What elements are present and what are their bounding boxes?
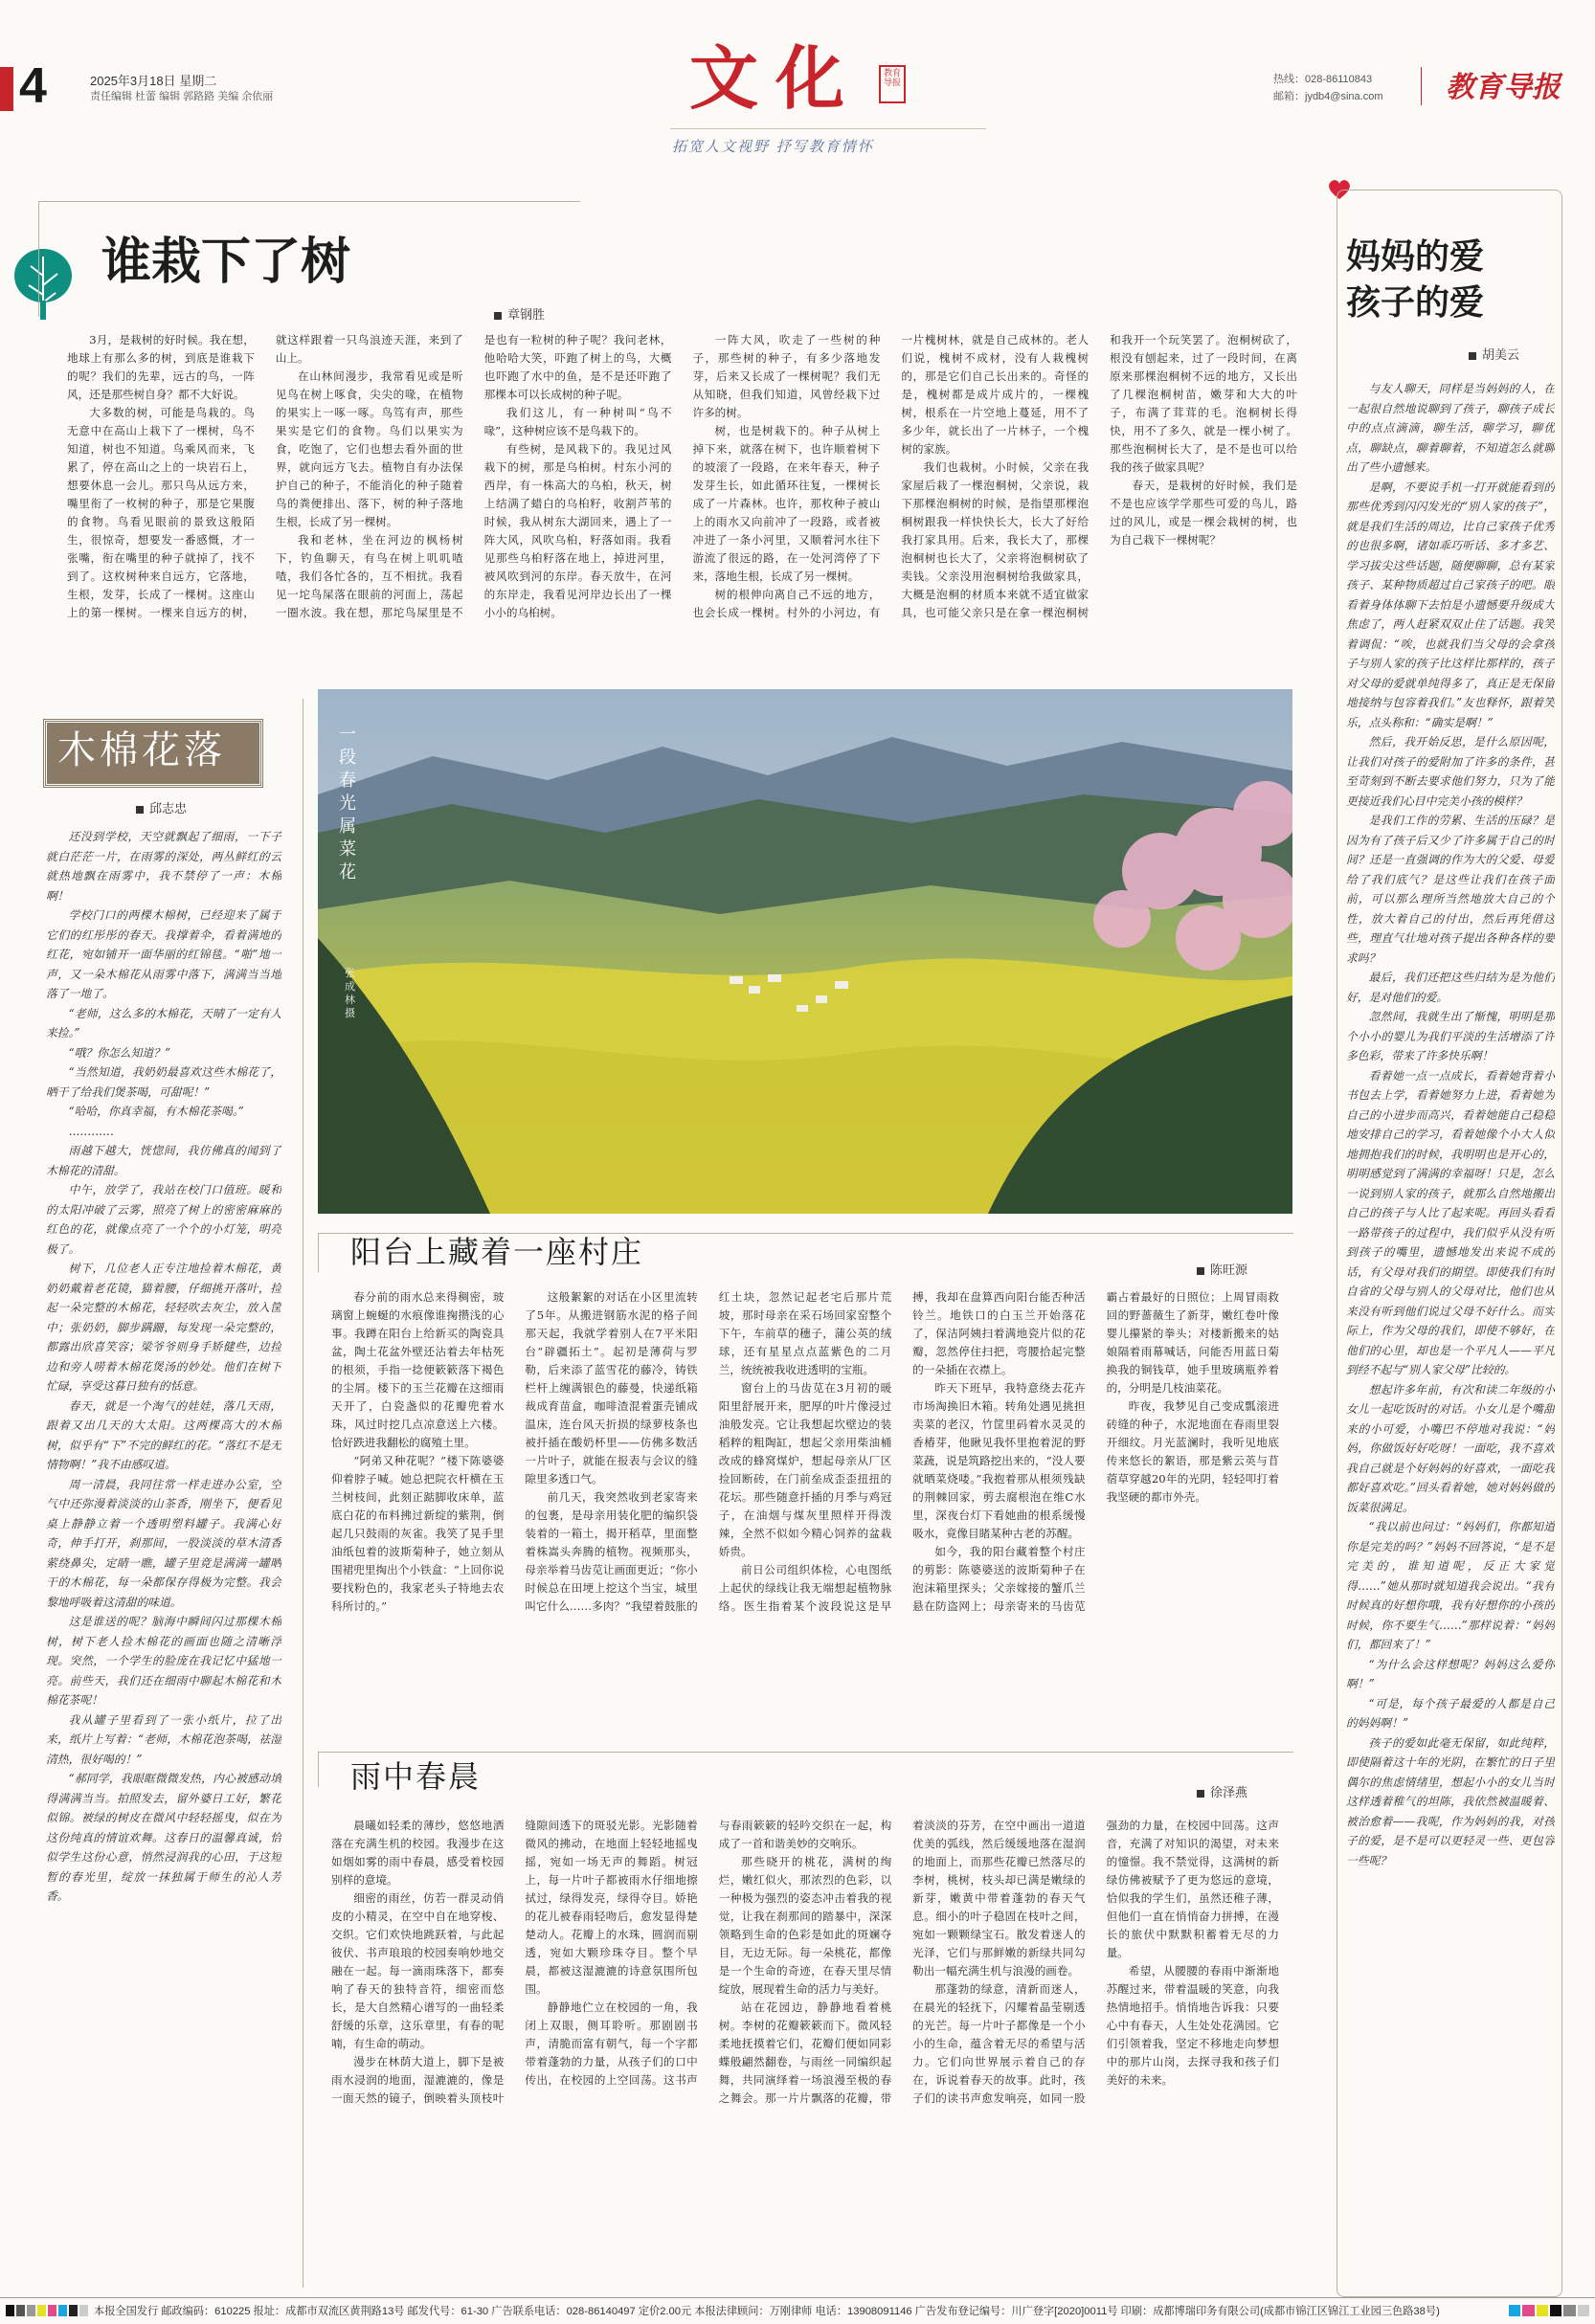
editor-credits: 责任编辑 杜蕾 编辑 郭路路 美编 余依丽	[90, 91, 274, 102]
paragraph: 那蓬勃的绿意，清新而迷人，在晨光的轻抚下，闪耀着晶莹剔透的光芒。每一片叶子都像是一个小小的生命，蕴含着无尽的希望与活力。它们向世界展示着自己的存在，诉说着春天的故事。此时，孩子们的读书声愈发响亮，如同一股强劲的力量，在校园中回荡。这声音，充满了对知识的渴望，对未来的憧憬。我不禁觉得，这满树的新绿仿佛被赋予了更为悠远的意境，恰似我的学生们，虽然还稚子薄，但他们一直在悄悄奋力拼搏，在漫长的旅伏中默默积蓄着无尽的力量。	[912, 1819, 1279, 2105]
paragraph: 春分前的雨水总来得稠密，玻璃窗上蜿蜒的水痕像谁掬攒浅的心事。我蹲在阳台上给新买的陶瓷具盆，陶土花盆外壁还沾着去年枯死的根须，手指一捻便簌簌落下褐色的尘屑。楼下的玉兰花瓣在这细雨天开了，白瓷盏似的花瓣兜着水珠，风过时挖几点凉意送上六楼。恰好跌进我翻松的腐殖土里。	[331, 1290, 505, 1449]
article3-body	[331, 1288, 1279, 1736]
page-tag-bar	[0, 67, 13, 111]
byline-marker	[494, 312, 502, 320]
paragraph: 有些树，是风栽下的。我见过风栽下的树，那是乌桕树。村东小河的西岸，有一株高大的乌桕，秋天，树上结满了蜡白的乌桕籽，收割芦苇的时候，我从树东大湖回来，遇上了一阵大风，风吹乌桕，籽落如雨。我看见那些乌桕籽落在地上，掉进河里，被风吹到河的东岸。春天放牛，在河的东岸走，我看见河岸边长出了一棵小小的乌桕树。	[483, 442, 672, 619]
article2-title: 木棉花落	[57, 728, 226, 772]
paragraph: 忽然间，我就生出了惭愧，明明是那个小小的婴儿为我们平淡的生活增添了许多色彩，带来了许多快乐啊！	[1346, 1010, 1555, 1062]
paragraph: 窗台上的马齿苋在3月初的暖阳里舒展开来，肥厚的叶片像浸过油般发亮。它让我想起坎壁边的装稻粹的粗陶缸，想起父亲用柴油桶改成的蜂窝煤炉，想起母亲从厂区捡回断砖，在门前垒成歪歪扭扭的花坛。那些随意扦插的月季与鸡冠子，在油烟与煤灰里照样开得泼辣，全然不似如今精心饲养的盆栽娇贵。	[718, 1381, 892, 1558]
paragraph: “可是，每个孩子最爱的人都是自己的妈妈啊！”	[1346, 1696, 1555, 1730]
article3-byline	[1197, 1260, 1247, 1278]
article2-byline	[136, 798, 187, 816]
article4-title: 雨中春晨	[350, 1758, 482, 1795]
paragraph: 与友人聊天，同样是当妈妈的人，在一起很自然地说聊到了孩子，聊孩子成长中的点点滴滴，聊生活，聊学习，聊优点，聊缺点，聊着聊着，不知道怎么就聊出了些小遗憾来。	[1346, 382, 1555, 474]
paragraph: 然后，我开始反思，是什么原因呢，让我们对孩子的爱附加了许多的条件，甚至苛刻到不断去要求他们努力，只为了能更接近我们心目中完美小孩的模样？	[1346, 735, 1555, 808]
byline-marker	[1469, 352, 1476, 360]
article2-body	[46, 827, 281, 2253]
article3-author: 陈旺源	[1210, 1263, 1248, 1277]
paragraph: …………	[68, 1124, 114, 1138]
paragraph: 最后，我们还把这些归结为是为他们好，是对他们的爱。	[1346, 971, 1555, 1004]
masthead	[0, 0, 1595, 155]
paragraph: 漫步在林荫大道上，脚下是被雨水浸润的地面，湿漉漉的，像是一面天然的镜子，倒映着头顶枝叶缝隙间透下的斑驳光影。光影随着微风的拂动，在地面上轻轻地摇曳摇，宛如一场无声的舞蹈。树冠上，每一片叶子都被雨水仔细地擦拭过，绿得发亮，绿得夺目。娇艳的花儿被春雨轻吻后，愈发显得楚楚动人。花瓣上的水珠，圆润而剔透，宛如大颗珍珠夺目。整个早晨，都被这湿漉漉的诗意氛围所包围。	[331, 1819, 698, 2105]
article5-body	[1346, 379, 1555, 2255]
photo-credit: 张成林 摄	[345, 968, 355, 1019]
header-divider	[1421, 67, 1422, 105]
paragraph: 学校门口的两棵木棉树，已经迎来了属于它们的红彤彤的春天。我撑着伞，看着满地的红花，宛如铺开一面华丽的红锦毯。“啪”地一声，又一朵木棉花从雨雾中落下，满满当当地落了一地了。	[46, 908, 281, 1000]
color-bar	[6, 2305, 88, 2316]
article2-author: 邱志忠	[149, 801, 188, 816]
paragraph: 静静地伫立在校园的一角，我闭上双眼，侧耳聆听。那剧剧书声，清脆而富有朝气，每一个字都带着蓬勃的力量，从孩子们的口中传出，在校园的上空回荡。这书声与春雨簌簌的轻吟交织在一起，构成了一首和谐美妙的交响乐。	[525, 1819, 892, 2087]
paragraph: 我从罐子里看到了一张小纸片，拉了出来，纸片上写着：“老师，木棉花泡茶喝，祛湿清热，很好喝的！”	[46, 1712, 281, 1766]
paragraph: 一阵大风，吹走了一些树的种子，那些树的种子，有多少落地发芽，后来又长成了一棵树呢？我们无从知晓，但我们知道，风曾经栽下过许多的树。	[692, 333, 881, 419]
paragraph: 晨曦如轻柔的薄纱，悠悠地洒落在充满生机的校园。我漫步在这如烟如雾的雨中春晨，感受着校园别样的意境。	[331, 1819, 505, 1887]
paragraph: 春天，是栽树的好时候，我们是不是也应该学学那些可爱的鸟儿，路过的风儿，或是一棵会栽树的树，也为自己栽下一棵树呢？	[1110, 479, 1297, 547]
paragraph: 大多数的树，可能是鸟栽的。鸟无意中在高山上栽下了一棵树，鸟不知道，树也不知道。鸟乘风而来，飞累了，停在高山之上的一块岩石上，想要休息一会儿。那只鸟从远方来，嘴里衔了一枚树的种子，那是它果腹的食物。鸟看见眼前的景致这般陌生，很惊奇，想要发一番感慨，才一张嘴，衔在嘴里的种子就掉了，找不到了。这枚树种来自远方，它落地，生根，发芽，长成了一棵树。这座山上的第一棵树。一棵来自远方的树，就这样跟着一只鸟浪迹天涯，来到了山上。	[67, 333, 463, 619]
byline-marker	[1197, 1790, 1204, 1798]
paragraph: 想起许多年前，有次和读二年级的小女儿一起吃饭时的对话。小女儿是个嘴甜来的小可爱，小嘴巴不停地对我说：“妈妈，你做饭好好吃呀！一面吃，我不喜欢我自己就是个好妈妈的好喜欢，一面吃我都好喜欢吃。”回头看着她，她对妈妈做的饭菜很满足。	[1346, 1382, 1555, 1514]
landscape-photo	[318, 689, 1292, 1214]
paragraph: “我以前也问过：“妈妈们，你都知道你是完美的吗？”妈妈不回答说，“是不是完美的，谁知道呢，反正大家觉得……”她从那时就知道我会说出。“我有时候真的好想你哦，我有好想你的小孩的时候，你不要生气……”那样说着：“妈妈们，都回来了！”	[1346, 1520, 1555, 1651]
paragraph: 昨夜，我梦见自己变成瓢滚进砖缝的种子，水泥地面在春雨里裂开细纹。月光蓝澜时，我听见地底传来悠长的絮语，那是紫云英与苜蓿草穿越20年的光阴，轻轻叩打着我坚硬的都市外壳。	[1106, 1399, 1279, 1504]
byline-marker	[1197, 1267, 1204, 1275]
article4-byline	[1197, 1782, 1247, 1800]
paragraph: “哦？你怎么知道？”	[68, 1045, 171, 1060]
article4-author: 徐泽燕	[1210, 1785, 1248, 1799]
paragraph: “老师，这么多的木棉花，天晴了一定有人来捡。”	[46, 1006, 281, 1039]
slogan-rule-left	[670, 128, 986, 129]
hotline: 热线：028-86110843	[1273, 74, 1373, 85]
paragraph: “郝同学，我眼眶微微发热，内心被感动填得满满当当。拍照发去，留外婆日工好，繁花似锦。被绿的树皮在微风中轻轻摇曳，似在为这份纯真的情谊欢舞。这春日的温馨真诚，恰似学生这份心意，悄然浸润我的心田，于这短暂的春光里，绽放一抹独属于师生的沁人芳香。	[46, 1772, 281, 1903]
article1-body	[67, 331, 1297, 676]
paragraph: “当然知道，我奶奶最喜欢这些木棉花了，晒干了给我们煲茶喝，可甜呢！”	[46, 1065, 281, 1099]
article5-byline	[1469, 345, 1519, 363]
photo-caption: 一段春光属菜花	[339, 725, 356, 883]
paragraph: 孩子的爱如此毫无保留，如此纯粹，即使隔着这十年的光阴，在繁忙的日子里偶尔的焦虑情绪里，想起小小的女儿当时这样透着稚气的坦陈，我依然被温暖着、被治愈着——我呢，作为妈妈的我，对孩子的爱，是不是可以更轻灵一些、更包容一些呢？	[1346, 1735, 1555, 1867]
article5-author: 胡美云	[1482, 347, 1520, 362]
article1-author: 章钢胜	[507, 307, 546, 322]
paragraph: “为什么会这样想呢？妈妈这么爱你啊！”	[1346, 1657, 1555, 1690]
paragraph: 3月，是栽树的好时候。我在想，地球上有那么多的树，到底是谁栽下的呢？我们的先辈，远古的鸟，一阵风，还是那些树自身？都不大好说。	[67, 333, 255, 401]
paragraph: 树的根伸向离自己不远的地方，也会长成一棵树。村外的小河边，有一片槐树林，就是自己成林的。老人们说，槐树不成材，没有人栽槐树的，那是它们自己长出来的。奇怪的是，槐树都是成片成片的，一棵槐树，根系在一片空地上蔓延，用不了多少年，就长出了一片林子，一个槐树的家族。	[692, 333, 1090, 619]
paragraph: 树下，几位老人正专注地捡着木棉花，黄奶奶戴着老花镜，猫着腰，仔细挑开落叶，捡起一朵完整的木棉花，轻轻吹去灰尘，放入筐中；张奶奶，脚步蹒跚，每发现一朵完整的，都露出欣喜笑容；梁爷爷则身手矫健些，边捡边和旁人唠着木棉花煲汤的妙处。他们在树下忙碌，享受这暮日独有的恬意。	[46, 1262, 281, 1393]
byline-marker	[136, 806, 144, 814]
paragraph: 我们也栽树。小时候，父亲在我家屋后栽了一棵泡桐树，父亲说，栽下那棵泡桐树的时候，是指望那棵泡桐树跟我一样快快长大，长大了好给我打家具用。后来，我长大了，那棵泡桐树也长大了，父亲将泡桐树砍了卖钱。父亲没用泡桐树给我做家具，大概是泡桐的材质本来就不适宜做家具，也可能父亲只是在拿一棵泡桐树和我开一个玩笑罢了。泡桐树砍了，根没有刨起来，过了一段时间，在离原来那棵泡桐树不远的地方，又长出了几棵泡桐树苗，嫩芽和大大的叶子，布满了茸茸的毛。泡桐树长得快，用不了多久，就是一棵小树了。那些泡桐树长大了，是不是也可以给我的孩子做家具呢？	[901, 333, 1297, 619]
issue-date: 2025年3月18日 星期二	[90, 74, 217, 88]
paragraph: 前日公司组织体检，心电图纸上起伏的绿线让我无端想起植物脉络。医生指着某个波段说这是早搏，我却在盘算西向阳台能否种活铃兰。地铁口的白玉兰开始落花了，保洁阿姨扫着满地瓷片似的花瓣，忽然停住扫把，弯腰拾起完整的一朵插在衣襟上。	[718, 1290, 1086, 1613]
paragraph: 前几天，我突然收到老家寄来的包裹，是母亲用装化肥的编织袋装着的一箱土，揭开稻草，里面整着株嵩头奔腾的植物。视频那头，母亲举着马齿苋让画面更近；“你小时候总在田埂上挖这个当宝，城里叫它什么……多肉？”我望着鼓胀的红土块，忽然记起老宅后那片荒坡，那时母亲在采石场回家窑整个下午，车前草的穗子，蒲公英的绒球，还有星星点点蓝紫色的二月兰，统统被我收进透明的宝瓶。	[525, 1290, 892, 1613]
paragraph: 还没到学校，天空就飘起了细雨，一下子就白茫茫一片，在雨雾的深处，两丛鲜红的云就热地飘在雨雾中，我不禁停了一声：木棉啊！	[46, 830, 281, 903]
paragraph: 那些晓开的桃花，满树的绚烂，嫩红似火，那浓烈的色彩，以一种极为强烈的姿态冲击着我的视觉，让我在刹那间的踏暴中，深深领略到生命的色彩是如此的斑斓夺目，无边无际。每一朵桃花，都像是一个生命的奇迹，在春天里尽情绽放，展现着生命的活力与美好。	[718, 1855, 892, 1996]
paragraph: 这是谁送的呢？脑海中瞬间闪过那棵木棉树，树下老人捡木棉花的画面也随之清晰浮现。突然，一个学生的脸庞在我记忆中猛地一亮。前些天，我们还在细雨中聊起木棉花和木棉花茶呢！	[46, 1615, 281, 1707]
article3-title: 阳台上藏着一座村庄	[350, 1234, 644, 1270]
article1-byline	[494, 304, 545, 323]
page-number: 4	[19, 58, 47, 114]
article5-title: 妈妈的爱 孩子的爱	[1346, 236, 1485, 323]
paragraph: 是我们工作的劳累、生活的压碌？是因为有了孩子后又少了许多属于自己的时间？还是一直强调的作为大的父爱、母爱给了我们底气？是这些让我们在孩子面前，可以那么理所当然地放大自己的个性，放大着自己的付出，然后再凭借这些，理直气壮地对孩子提出各种各样的要求吗？	[1346, 814, 1555, 965]
paragraph: 我和老林，坐在河边的枫杨树下，钓鱼聊天，有鸟在树上叽叽喳喳，我们各忙各的，互不相扰。我看见一坨鸟屎落在眼前的河面上，荡起一圈水波。我在想，那坨鸟屎里是不是也有一粒树的种子呢？我问老林，他哈哈大笑，吓跑了树上的鸟，大概也吓跑了水中的鱼，是不是还吓跑了那棵本可以长成树的种子呢。	[275, 333, 672, 619]
paragraph: 我们这儿，有一种树叫“鸟不喙”，这种树应该不是鸟栽下的。	[483, 406, 672, 437]
article1-title: 谁栽下了树	[101, 233, 351, 291]
paragraph: 中午，放学了，我站在校门口值班。暖和的太阳冲破了云雾，照亮了树上的密密麻麻的红色的花，就像点亮了一个个的小灯笼，明亮极了。	[46, 1183, 281, 1256]
paragraph: 周一清晨，我同往常一样走进办公室，空气中还弥漫着淡淡的山茶香，刚坐下，便看见桌上静静立着一个透明塑料罐子。我满心好奇，伸手打开，刹那间，一股淡淡的草木清香萦绕鼻尖，定睛一瞧，罐子里竟是满满一罐晒干的木棉花，每一朵都保存得极为完整。我会黎地呼吸着这清甜的味道。	[46, 1477, 281, 1609]
footer-rule	[0, 2297, 1595, 2298]
article4-body	[331, 1817, 1279, 2278]
paragraph: “阿弟又种花呢？”楼下陈婆婆仰着脖子喊。她总把院衣杆横在玉兰树枝间，此刻正踮脚收床单，蓝底白花的布料拂过新绽的紫荆，倒起几只鼓雨的灰雀。我笑了晃手里油纸包着的波斯菊种子，她立刻从围裙兜里掏出个小铁盒：“上回你说要找粉色的，我家老头子特地去农科所讨的。”	[331, 1454, 505, 1613]
color-bar-right	[1509, 2305, 1589, 2316]
paragraph: 站在花园边，静静地看着桃树。李树的花瓣簌簌而下。微风轻柔地抚摸着它们，花瓣们便如同彩蝶般翩然翻卷，与雨丝一同编织起舞，共同演绎着一场浪漫至极的春之舞会。那一片片飘落的花瓣，带着淡淡的芬芳，在空中画出一道道优美的弧线，然后缓缓地落在湿润的地面上，而那些花瓣已然落尽的李树，桃树，枝头却已满是嫩绿的新芽，嫩黄中带着蓬勃的春天气息。细小的叶子稳固在枝叶之间，宛如一颗颗绿宝石。散发着迷人的光泽，它们与那鲜嫩的新绿共同勾勒出一幅充满生机与浪漫的画卷。	[718, 1819, 1086, 2105]
paragraph: 是啊，不要说手机一打开就能看到的那些优秀到闪闪发光的“别人家的孩子”，就是我们生活的周边，比自己家孩子优秀的也很多啊，诸如乖巧听话、多才多艺、学习拔尖这些话题，随便聊聊，总有某家孩子、某种物质超过自己家孩子的吧。眼看着身体体聊下去怕是小遗憾要升级成大焦虑了，两人赶紧双双止住了话题。我笑着调侃：“唉，也就我们当父母的会拿孩子与别人家的孩子比这样比那样的，孩子对父母的爱就单纯得多了，真正是无保留地接纳与包容着我们。”友也释怀，跟着笑乐，点头称和：“确实是啊！”	[1346, 480, 1555, 729]
section-seal: 教育导报	[879, 65, 906, 103]
paragraph: 看着她一点一点成长，看着她背着小书包去上学，看着她努力上进，看着她为自己的小进步而高兴，看着她能自己稳稳地安排自己的学习，看着她像个小大人似地拥抱我们的时候，我明明也是开心的，明明感觉到了满满的幸福呀！只是，怎么一说到别人家的孩子，就那么自然地搬出自己的孩子与人比了起来呢。再回头看看一路带孩子的过程中，我们似乎从没有听到孩子的嘴里，遗憾地发出来说不成的话，有父母对我们的期望。即使我们有时自省的父母与别人的父母对比，他们也从来没有听到他们说过父母不好什么。而实际上，作为父母的我们，即使不够好，在他们的心里，却也是一个平凡人——平凡到经不起与“别人家父母”比较的。	[1346, 1068, 1555, 1376]
paragraph: 细密的雨丝，仿若一群灵动俏皮的小精灵，在空中自在地穿梭、交织。它们欢快地跳跃着，与此起彼伏、书声琅琅的校园奏响妙地交融在一起。每一滴雨珠落下，都奏响了春天的独特音符，细密而悠长，是大自然精心谱写的一曲轻柔舒缓的乐章，这乐章里，有春的呢喃，有生命的萌动。	[331, 1891, 505, 2050]
paragraph: 希望，从腰腰的春雨中渐渐地苏醒过来，带着温暖的笑意，向我热情地招手。悄悄地告诉我：只要心中有春天，人生处处花满园。它们引领着我，坚定不移地走向梦想中的那片山岗，去探寻我和孩子们美好的未来。	[1106, 1964, 1279, 2087]
paragraph: 如今，我的阳台藏着整个村庄的剪影：陈婆婆送的波斯菊种子在泡沫箱里探头；父亲嫁接的蟹爪兰悬在防盗网上；母亲寄来的马齿苋霸占着最好的日照位；上周冒雨救回的野蔷薇生了新芽，嫩红卷叶像婴儿攥紧的拳头；对楼新搬来的姑娘隔着雨幕喊话，问能否用蓝日菊换我的铜钱草，她手里玻璃瓶养着的，分明是几枝油菜花。	[912, 1290, 1279, 1613]
paragraph: 在山林间漫步，我常看见或是听见鸟在树上啄食，尖尖的喙，在植物的果实上一啄一啄。鸟笃有声，那些果实是它们的食物。鸟们以果实为食，吃饱了，它们也想去看外面的世界，就向远方飞去。植物自有办法保护自己的种子，不能消化的种子随着鸟的粪便排出、落下，树的种子落地生根，长成了另一棵树。	[275, 369, 463, 528]
footer-text: 本报全国发行 邮政编码：610225 报址：成都市双流区黄荆路13号 邮发代号：61-30 广告联系电话：028-86140497 定价2.00元 本报法律顾问：万刚律师 电话：13908091146 广告发布登记编号：川广登字[2020]0011号 印刷：成都博瑞印务有限公司(成都市锦江区锦江工业园三色路38号)	[94, 2306, 1440, 2317]
brand-logo: 教育导报	[1446, 71, 1561, 104]
paragraph: “哈哈，你真幸福，有木棉花茶喝。”	[68, 1105, 244, 1118]
section-slogan: 拓宽人文视野 抒写教育情怀	[672, 138, 874, 155]
paragraph: 昨天下班早，我特意绕去花卉市场淘换旧木箱。转角处遇见挑担卖菜的老汉，竹筐里码着水灵灵的香椿芽，他瞅见我怀里抱着泥的野菜蔬，说是筑路挖出来的，“没人要就晒菜烧喽。”我抱着那从根须残缺的荆棘回家，剪去腐根泡在维C水里，深夜台灯下看她曲的根系缓慢吸水，竟像目睹某种古老的苏醒。	[912, 1381, 1086, 1540]
paragraph: 树，也是树栽下的。种子从树上掉下来，就落在树下，也许顺着树下的坡滚了一段路，在来年春天，种子发芽生长，如此循环往复，一棵树长成了一片森林。也许，那枚种子被山上的雨水又向前冲了一段路，或者被冲进了一条小河里，又顺着河水往下游流了很远的路，在一处河湾停了下来，落地生根，长成了另一棵树。	[692, 424, 881, 583]
paragraph: 这般絮絮的对话在小区里流转了5年。从搬进钢筋水泥的格子间那天起，我就学着别人在7平米阳台“辟疆拓土”。起初是薄荷与罗勒，后来添了蓝雪花的藤冷，铸铁栏杆上缠满银色的藤曼，快递纸箱裁成育苗盒，咖啡渣混着蛋壳铺成温床，连台风天折损的绿萝枝条也被扦插在酸奶杯里——仿佛多数活一片叶子，就能在报表与会议的缝隙里多透口气。	[525, 1290, 698, 1486]
email: 邮箱：jydb4@sina.com	[1273, 91, 1383, 102]
paragraph: 春天，就是一个淘气的娃娃，落几天雨，跟着又出几天的大太阳。这两棵高大的木棉树，似乎有“下”不完的鲜红的花。“落红不是无情物啊！”我不由感叹道。	[46, 1398, 281, 1471]
section-title: 文化	[689, 37, 863, 119]
paragraph: 雨越下越大，恍惚间，我仿佛真的闻到了木棉花的清甜。	[46, 1144, 281, 1177]
